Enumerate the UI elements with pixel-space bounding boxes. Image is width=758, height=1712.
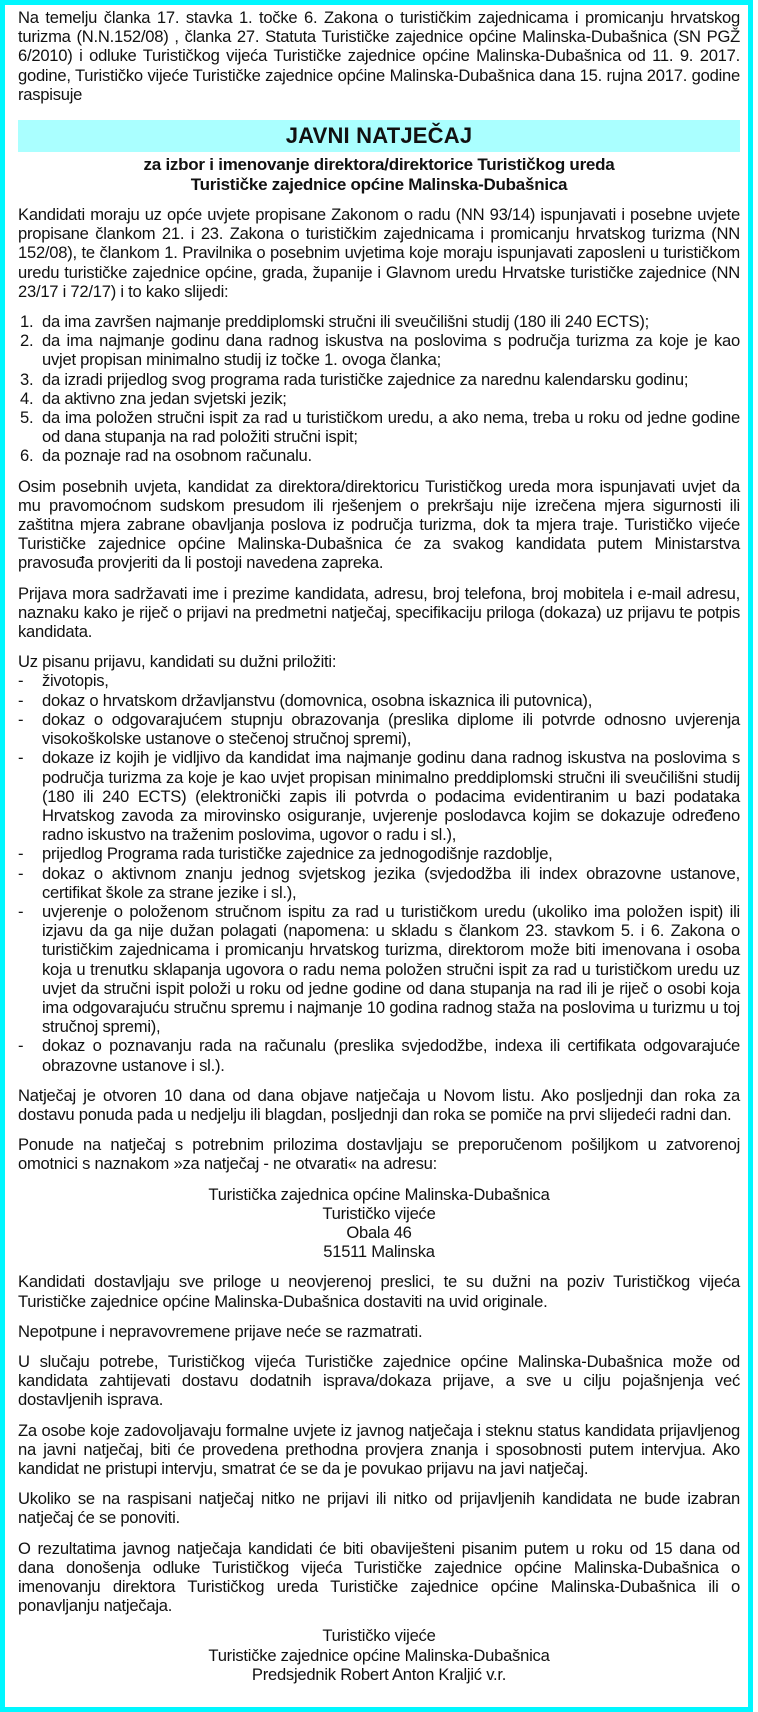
document-item [18, 902, 740, 1036]
document-text: životopis, [42, 671, 109, 691]
requirement-text: da izradi prijedlog svog programa rada turističke zajednice za narednu kalendarsku godinu; [42, 369, 689, 389]
document-item [18, 864, 740, 902]
requirement-item [18, 446, 740, 465]
paragraph-application: Prijava mora sadržavati ime i prezime kandidata, adresu, broj telefona, broj mobitela i e-mail adresu, naznaku kako je riječ o prijavi na predmetni natječaj, specifikaciju priloga (dokaza) uz prijavu te potpis kandidata. [18, 583, 740, 642]
requirement-number: 3. [20, 369, 34, 389]
signature-line: Turističke zajednice općine Malinska-Dubašnica [208, 1645, 550, 1665]
documents-list [18, 671, 740, 1074]
requirement-text: da ima položen stručni ispit za rad u turističkom uredu, a ako nema, treba u roku od jedne godine od dana stupanja na rad položiti stručni ispit; [42, 408, 740, 447]
requirement-number: 1. [20, 312, 34, 332]
requirement-item [18, 331, 740, 369]
requirement-number: 6. [20, 446, 34, 466]
paragraph-incomplete: Nepotpune i nepravovremene prijave neće se razmatrati. [18, 1321, 423, 1341]
dash-bullet: - [18, 901, 24, 921]
requirement-number: 5. [20, 408, 34, 428]
preamble: Na temelju članka 17. stavka 1. točke 6. Zakona o turističkim zajednicama i promicanju hrvatskog turizma (N.N.152/08) , članka 27. Statuta Turističke zajednice općine Malinska-Dubašnica (SN PGŽ 6/2010) i odluke Turističkog vijeća Turističke zajednice općine Malinska-Dubašnica od 11. 9. 2017. godine, Turističko vijeće Turističke zajednice općine Malinska-Dubašnica dana 15. rujna 2017. godine raspisuje [18, 8, 740, 104]
document-item [18, 748, 740, 844]
document-content [18, 8, 740, 1695]
subtitle-line: Turističke zajednice općine Malinska-Dubašnica [190, 175, 568, 195]
address-line: 51511 Malinska [323, 1242, 435, 1262]
requirement-item [18, 389, 740, 408]
document-text: dokaz o aktivnom znanju jednog svjetskog jezika (svjedodžba ili index obrazovne ustanove, certifikat škole za strane jezike i sl.), [42, 863, 740, 902]
paragraph-additional: U slučaju potrebe, Turističkog vijeća Turističke zajednice općine Malinska-Dubašnica može od kandidata zahtijevati dostavu dodatnih isprava/dokaza prijave, a sve u cilju pojašnjenja već dostavljenih isprava. [18, 1351, 740, 1410]
requirement-item [18, 370, 740, 389]
dash-bullet: - [18, 1036, 24, 1056]
signature-line: Predsjednik Robert Anton Kraljić v.r. [251, 1664, 507, 1684]
document-text: dokaz o poznavanju rada na računalu (preslika svjedodžbe, indexa ili certifikata odgovarajuće obrazovne ustanove i sl.). [42, 1036, 740, 1075]
address-line: Turističko vijeće [322, 1203, 436, 1223]
conditions-intro: Kandidati moraju uz opće uvjete propisane Zakonom o radu (NN 93/14) ispunjavati i posebne uvjete propisane člankom 21. i 23. Zakona o turističkim zajednicama i promicanju hrvatskog turizma (NN 152/08), te člankom 1. Pravilnika o posebnim uvjetima koje moraju ispunjavati zaposleni u turističkom uredu turističke zajednice općine, grada, županije i Glavnom uredu Hrvatske turističke zajednice (NN 23/17 i 72/17) i to kako slijedi: [18, 205, 740, 301]
requirement-number: 2. [20, 331, 34, 351]
dash-bullet: - [18, 863, 24, 883]
signature-block [18, 1626, 740, 1684]
title-band [18, 120, 740, 152]
requirement-text: da poznaje rad na osobnom računalu. [42, 446, 312, 466]
signature-line: Turističko vijeće [322, 1626, 436, 1646]
requirement-text: da ima najmanje godinu dana radnog iskustva na poslovima s područja turizma za koje je kao uvjet propisan minimalno studij iz točke 1. ovoga članka; [42, 331, 740, 370]
paragraph-repeat: Ukoliko se na raspisani natječaj nitko ne prijavi ili nitko od prijavljenih kandidata ne bude izabran natječaj će se ponoviti. [18, 1489, 740, 1528]
requirements-list [18, 312, 740, 466]
document-text: dokaz o odgovarajućem stupnju obrazovanja (preslika diplome ili potvrde odnosno uvjerenja visokoškolske ustanove o stečenoj stručnoj spremi), [42, 709, 740, 749]
document-item [18, 844, 740, 863]
dash-bullet: - [18, 748, 24, 768]
document-item [18, 710, 740, 748]
dash-bullet: - [18, 844, 24, 864]
document-item [18, 691, 740, 710]
document-item [18, 671, 740, 690]
dash-bullet: - [18, 690, 24, 710]
document-title: JAVNI NATJEČAJ [285, 123, 473, 149]
document-item [18, 1036, 740, 1074]
document-subtitle [18, 155, 740, 195]
document-text: dokaze iz kojih je vidljivo da kandidat ima najmanje godinu dana radnog iskustva na poslovima s područja turizma za koje je kao uvjet propisan minimalno preddiplomski stručni ili sveučilišni studij (180 ili 240 ECTS) (elektronički zapis ili potvrda o podacima evidentiranim u bazi podataka Hrvatskog zavoda za mirovinsko osiguranje, uvjerenje poslodavca kojim se dokazuje određeno radno iskustvo na traženim poslovima, ugovor o radu i sl.), [42, 748, 740, 845]
document-text: prijedlog Programa rada turističke zajednice za jednogodišnje razdoblje, [42, 844, 553, 864]
requirement-item [18, 312, 740, 331]
address-line: Obala 46 [346, 1222, 412, 1242]
address-block [18, 1185, 740, 1262]
document-text: dokaz o hrvatskom državljanstvu (domovnica, osobna iskaznica ili putovnica), [42, 690, 593, 710]
paragraph-interview: Za osobe koje zadovoljavaju formalne uvjete iz javnog natječaja i steknu status kandidata prijavljenog na javni natječaj, biti će provedena prethodna provjera znanja i sposobnosti putem intervjua. Ako kandidat ne pristupi intervju, smatrat će se da je povukao prijavu na javi natječaj. [18, 1420, 740, 1478]
dash-bullet: - [18, 671, 24, 691]
document-text: uvjerenje o položenom stručnom ispitu za rad u turističkom uredu (ukoliko ima položen ispit) ili izjavu da ga nije dužan polagati (napomena: u skladu s člankom 23. stavkom 5. i 6. Zakona o turističkim zajednicama i promicanju hrvatskog turizma, direktorom može biti imenovana i osoba koja u trenutku sklapanja ugovora o radu nema položen stručni ispit za rad u turističkom uredu uz uvjet da stručni ispit položi u roku od jedne godine od dana stupanja na rad ili je riječ o osobi koja ima odgovarajuću stručnu spremu i najmanje 10 godina radnog staža na poslovima u turizmu u toj stručnoj spremi), [42, 901, 740, 1037]
paragraph-copies: Kandidati dostavljaju sve priloge u neovjerenoj preslici, te su dužni na poziv Turističkog vijeća Turističke zajednice općine Malinska-Dubašnica dostaviti na uvid originale. [18, 1272, 740, 1311]
subtitle-line: za izbor i imenovanje direktora/direktorice Turističkog ureda [143, 155, 615, 175]
paragraph-results: O rezultatima javnog natječaja kandidati će biti obaviješteni pisanim putem u roku od 15 dana od dana donošenja odluke Turističkog vijeća Turističke zajednice općine Malinska-Dubašnica o imenovanju direktora Turističkog ureda Turističke zajednice općine Malinska-Dubašnica ili o ponavljanju natječaja. [18, 1538, 740, 1616]
requirement-item [18, 408, 740, 446]
requirement-text: da aktivno zna jedan svjetski jezik; [42, 388, 287, 408]
paragraph-delivery: Ponude na natječaj s potrebnim prilozima dostavljaju se preporučenom pošiljkom u zatvorenoj omotnici s naznakom »za natječaj - ne otvarati« na adresu: [18, 1135, 740, 1174]
paragraph-conditions: Osim posebnih uvjeta, kandidat za direktora/direktoricu Turističkog ureda mora ispunjavati uvjet da mu pravomoćnom sudskom presudom ili rješenjem o prekršaju nije izrečena mjera sigurnosti ili zaštitna mjera zabrane obavljanja poslova iz područja turizma, dok ta mjera traje. Turističko vijeće Turističke zajednice općine Malinska-Dubašnica će za svakog kandidata putem Ministarstva pravosuđa provjeriti da li postoji navedena zapreka. [18, 476, 740, 573]
address-line: Turistička zajednica općine Malinska-Dubašnica [208, 1184, 550, 1204]
paragraph-deadline: Natječaj je otvoren 10 dana od dana objave natječaja u Novom listu. Ako posljednji dan roka za dostavu ponuda pada u nedjelju ili blagdan, posljednji dan roka se pomiče na prvi slijedeći radni dan. [18, 1085, 740, 1124]
dash-bullet: - [18, 709, 24, 729]
requirement-number: 4. [20, 388, 34, 408]
documents-intro: Uz pisanu prijavu, kandidati su dužni priložiti: [18, 652, 337, 672]
requirement-text: da ima završen najmanje preddiplomski stručni ili sveučilišni studij (180 ili 240 ECTS); [42, 312, 649, 332]
